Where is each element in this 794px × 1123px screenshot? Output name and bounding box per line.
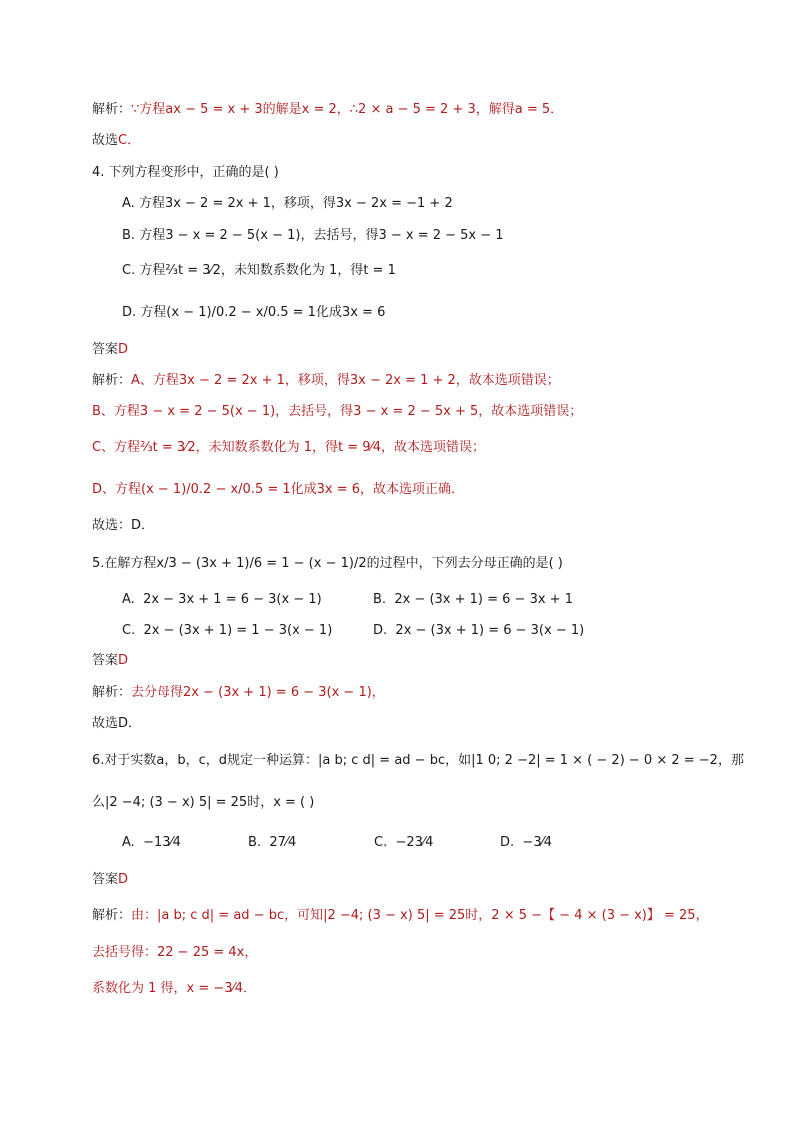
- q4-analysis-b: B、方程3 − x = 2 − 5(x − 1)，去括号，得3 − x = 2 − 5x + 5，故本选项错误；: [92, 404, 583, 419]
- q5-answer-value: D: [118, 653, 129, 668]
- q4-answer-label: 答案: [92, 342, 119, 357]
- q4-option-a: A. 方程3x − 2 = 2x + 1，移项，得3x − 2x = −1 + 2: [122, 196, 453, 211]
- q6-option-c: C. −23⁄4: [374, 835, 434, 850]
- q6-answer: [92, 871, 128, 889]
- q3-choice-value: C．: [118, 133, 141, 148]
- q6-stem-line1: 6.对于实数a，b，c，d规定一种运算：|a b; c d| = ad − bc，如|1 0; 2 −2| = 1 × ( − 2) − 0 × 2 = −2，那: [92, 753, 744, 768]
- q5-stem: 5.在解方程x/3 − (3x + 1)/6 = 1 − (x − 1)/2的过程中，下列去分母正确的是( ): [92, 556, 563, 571]
- q6-answer-label: 答案: [92, 872, 119, 887]
- q4-analysis-a: 解析：A、方程3x − 2 = 2x + 1，移项，得3x − 2x = 1 + 2，故本选项错误；: [92, 373, 560, 388]
- q6-option-b: B. 27⁄4: [248, 835, 297, 850]
- q4-analysis-d: D、方程(x − 1)/0.2 − x/0.5 = 1化成3x = 6，故本选项正确．: [92, 482, 465, 497]
- q3-analysis-label: 解析：: [92, 102, 132, 117]
- q6-analysis-line2: 去括号得：22 − 25 = 4x，: [92, 945, 258, 960]
- q4-option-c: C. 方程⅔t = 3⁄2，未知数系数化为 1，得t = 1: [122, 263, 396, 278]
- q4-analysis-c: C、方程⅔t = 3⁄2，未知数系数化为 1，得t = 9⁄4，故本选项错误；: [92, 440, 486, 455]
- q5-analysis: 解析：去分母得2x − (3x + 1) = 6 − 3(x − 1)，: [92, 685, 385, 700]
- q5-option-a: A. 2x − 3x + 1 = 6 − 3(x − 1): [122, 592, 322, 607]
- q5-answer-label: 答案: [92, 653, 119, 668]
- q4-answer-value: D: [118, 342, 129, 357]
- q4-option-d: D. 方程(x − 1)/0.2 − x/0.5 = 1化成3x = 6: [122, 305, 386, 320]
- q3-analysis-line: [92, 101, 563, 119]
- q3-analysis-text: ∵方程ax − 5 = x + 3的解是x = 2，∴2 × a − 5 = 2 + 3，解得a = 5．: [131, 102, 564, 117]
- q4-stem: 4. 下列方程变形中，正确的是( ): [92, 165, 279, 180]
- q5-option-d: D. 2x − (3x + 1) = 6 − 3(x − 1): [373, 623, 585, 638]
- q5-option-b: B. 2x − (3x + 1) = 6 − 3x + 1: [373, 592, 573, 607]
- q4-option-b: B. 方程3 − x = 2 − 5(x − 1)，去括号，得3 − x = 2 − 5x − 1: [122, 228, 504, 243]
- q6-analysis-line1: 解析：由：|a b; c d| = ad − bc，可知|2 −4; (3 − x) 5| = 25时，2 × 5 −【 − 4 × (3 − x)】 = 25，: [92, 908, 709, 923]
- q5-choice: 故选D．: [92, 716, 142, 731]
- q6-stem-line2: 么|2 −4; (3 − x) 5| = 25时，x = ( ): [92, 795, 315, 810]
- q6-answer-value: D: [118, 872, 129, 887]
- q6-option-d: D. −3⁄4: [500, 835, 553, 850]
- q5-option-c: C. 2x − (3x + 1) = 1 − 3(x − 1): [122, 623, 333, 638]
- q3-choice-line: [92, 132, 140, 150]
- q6-option-a: A. −13⁄4: [122, 835, 181, 850]
- q5-answer: [92, 652, 128, 670]
- q4-choice: 故选：D．: [92, 518, 155, 533]
- q6-analysis-line3: 系数化为 1 得，x = −3⁄4．: [92, 981, 256, 996]
- q3-choice-label: 故选: [92, 133, 119, 148]
- q4-answer: [92, 341, 128, 359]
